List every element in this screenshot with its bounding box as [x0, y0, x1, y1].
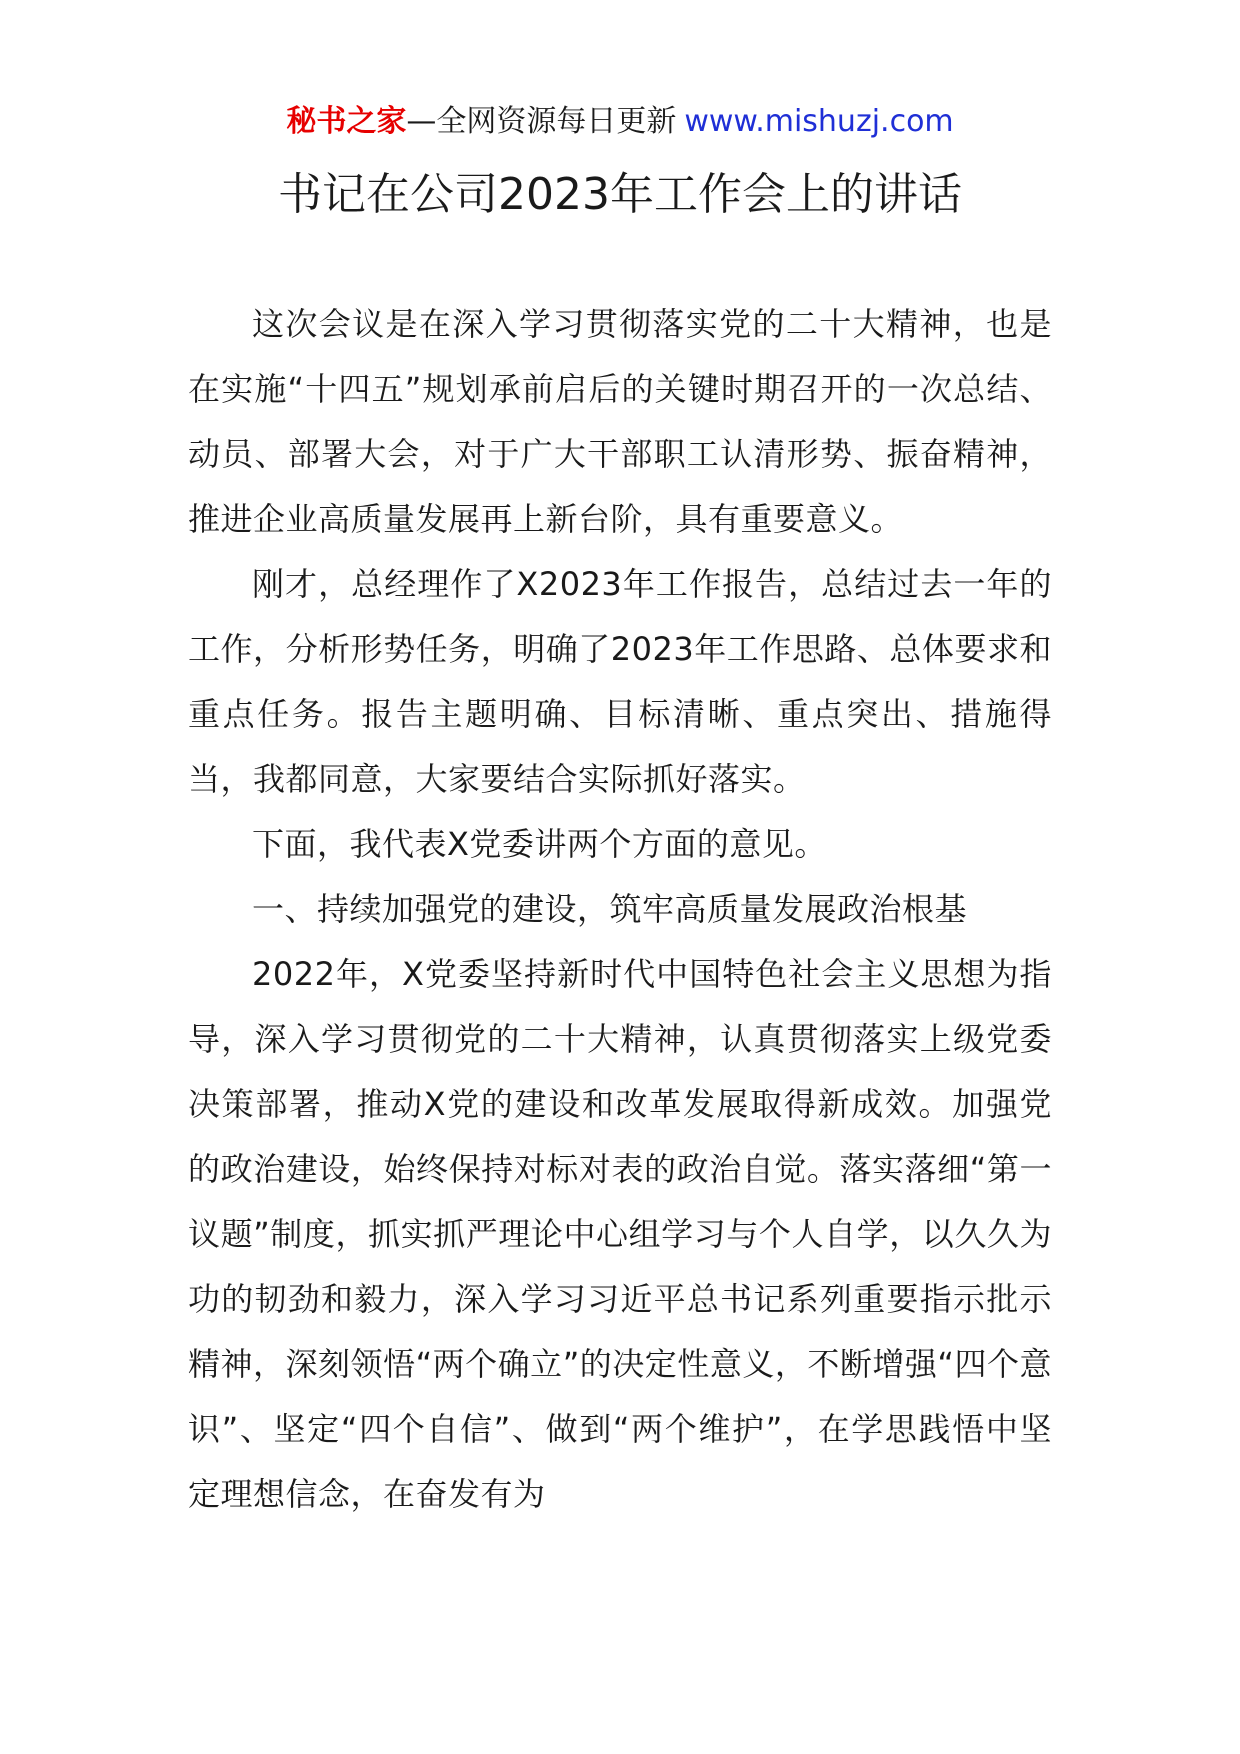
- site-url-link[interactable]: www.mishuzj.com: [684, 104, 954, 139]
- brand-name: 秘书之家: [286, 104, 407, 139]
- paragraph-report: 刚才，总经理作了X2023年工作报告，总结过去一年的工作，分析形势任务，明确了2023年工作思路、总体要求和重点任务。报告主题明确、目标清晰、重点突出、措施得当，我都同意，大家要结合实际抓好落实。: [188, 565, 1052, 798]
- document-title: 书记在公司2023年工作会上的讲话: [278, 169, 962, 220]
- document-body: [188, 292, 1052, 1527]
- section-heading-1: 一、持续加强党的建设，筑牢高质量发展政治根基: [252, 890, 968, 928]
- paragraph-intro: 这次会议是在深入学习贯彻落实党的二十大精神，也是在实施“十四五”规划承前启后的关键时期召开的一次总结、动员、部署大会，对于广大干部职工认清形势、振奋精神，推进企业高质量发展再上新台阶，具有重要意义。: [188, 305, 1052, 538]
- site-header: [0, 100, 1240, 144]
- paragraph-transition: 下面，我代表X党委讲两个方面的意见。: [252, 825, 827, 863]
- header-tagline: —全网资源每日更新: [406, 104, 677, 139]
- paragraph-2022-review: 2022年，X党委坚持新时代中国特色社会主义思想为指导，深入学习贯彻党的二十大精神，认真贯彻落实上级党委决策部署，推动X党的建设和改革发展取得新成效。加强党的政治建设，始终保持对标对表的政治自觉。落实落细“第一议题”制度，抓实抓严理论中心组学习与个人自学，以久久为功的韧劲和毅力，深入学习习近平总书记系列重要指示批示精神，深刻领悟“两个确立”的决定性意义，不断增强“四个意识”、坚定“四个自信”、做到“两个维护”，在学思践悟中坚定理想信念，在奋发有为: [188, 955, 1052, 1513]
